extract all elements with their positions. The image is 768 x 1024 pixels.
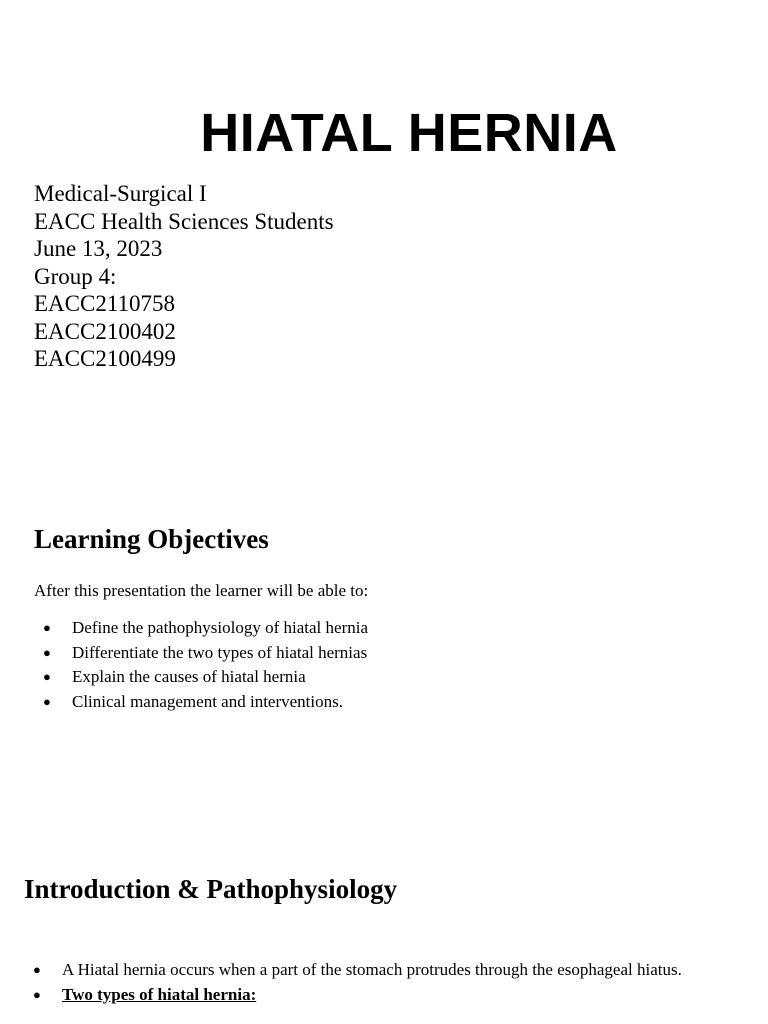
document-title: HIATAL HERNIA: [200, 103, 618, 163]
introduction-heading: Introduction & Pathophysiology: [24, 874, 398, 904]
list-item: [24, 983, 762, 1008]
objectives-list: [34, 616, 368, 714]
introduction-list: [24, 958, 762, 1007]
meta-date: June 13, 2023: [34, 236, 163, 261]
meta-student-id: EACC2110758: [34, 291, 175, 316]
objectives-intro: After this presentation the learner will be able to:: [34, 581, 369, 600]
document-meta: [34, 180, 334, 373]
bullet-icon: ●: [43, 669, 51, 684]
list-item: [34, 641, 368, 666]
list-item: [34, 616, 368, 641]
list-item-text: Differentiate the two types of hiatal hernias: [72, 642, 368, 662]
bullet-icon: ●: [33, 986, 41, 1002]
meta-student-id: EACC2100499: [34, 346, 176, 371]
meta-student-id: EACC2100402: [34, 318, 176, 344]
list-item-text: A Hiatal hernia occurs when a part of the stomach protrudes through the esophageal hiatus.: [62, 960, 682, 979]
list-item-text: Clinical management and interventions.: [72, 691, 343, 711]
list-item: [34, 665, 368, 690]
meta-group: Group 4:: [34, 263, 117, 289]
meta-course: Medical-Surgical I: [34, 181, 207, 206]
bullet-icon: ●: [33, 962, 41, 977]
list-item: [34, 690, 368, 715]
list-item: [24, 958, 762, 983]
meta-students: EACC Health Sciences Students: [34, 208, 334, 234]
list-item-text: Two types of hiatal hernia:: [62, 984, 257, 1004]
objectives-heading: Learning Objectives: [34, 524, 269, 554]
bullet-icon: ●: [43, 620, 51, 635]
list-item-text: Explain the causes of hiatal hernia: [72, 667, 306, 686]
bullet-icon: ●: [43, 693, 51, 709]
bullet-icon: ●: [43, 644, 51, 660]
list-item-text: Define the pathophysiology of hiatal hernia: [72, 618, 368, 637]
